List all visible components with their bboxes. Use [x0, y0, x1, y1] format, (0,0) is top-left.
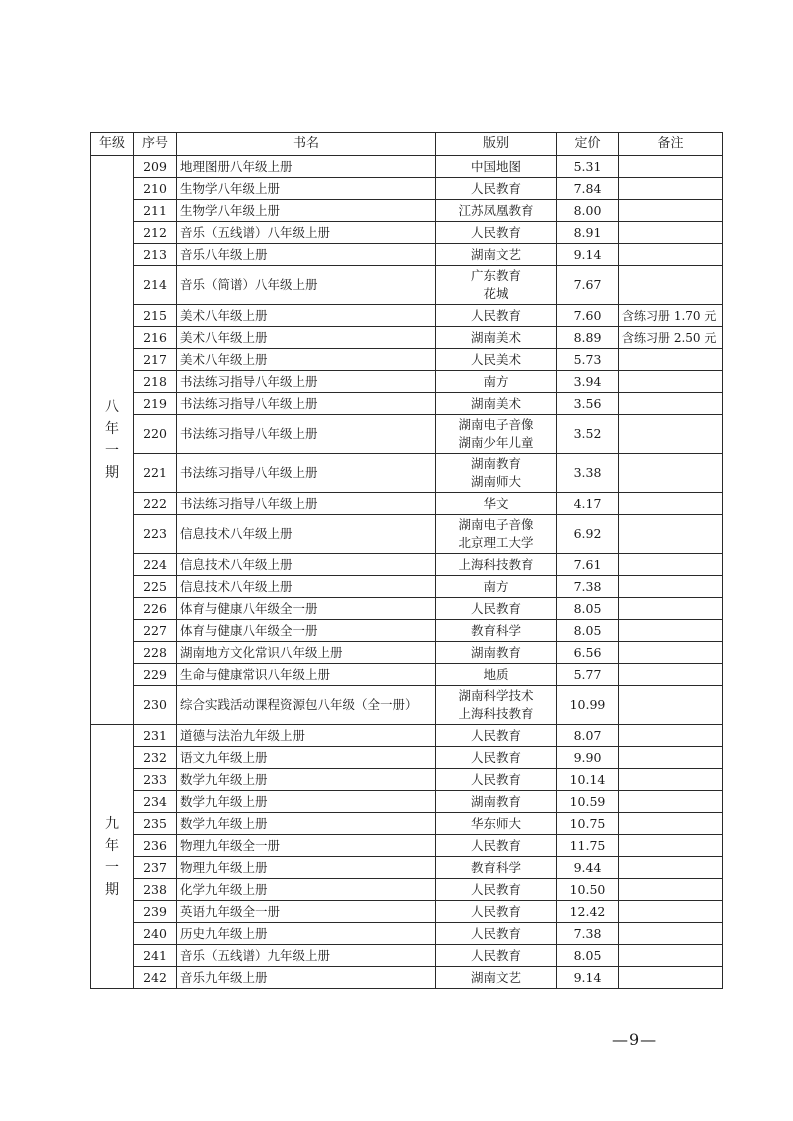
note — [619, 835, 723, 857]
publisher-name: 湖南师大 — [470, 474, 521, 489]
publisher-name: 上海科技教育 — [458, 706, 534, 721]
publisher-name: 华文 — [483, 495, 509, 511]
table-row — [91, 813, 723, 835]
book-title: 综合实践活动课程资源包八年级（全一册） — [177, 686, 436, 725]
row-number: 220 — [134, 415, 177, 454]
table-row — [91, 664, 723, 686]
row-number: 214 — [134, 266, 177, 305]
publisher-name: 人民教育 — [470, 771, 521, 787]
book-title: 道德与法治九年级上册 — [177, 725, 436, 747]
note — [619, 747, 723, 769]
publisher-cell — [436, 515, 557, 554]
table-row — [91, 327, 723, 349]
header-number: 序号 — [134, 133, 177, 156]
note — [619, 642, 723, 664]
price: 8.05 — [557, 598, 619, 620]
price: 7.38 — [557, 576, 619, 598]
note — [619, 493, 723, 515]
row-number: 221 — [134, 454, 177, 493]
table-row — [91, 642, 723, 664]
publisher-cell — [436, 156, 557, 178]
publisher-name: 人民美术 — [470, 351, 521, 367]
publisher-name: 人民教育 — [470, 180, 521, 196]
table-row — [91, 515, 723, 554]
publisher-name: 湖南教育 — [470, 793, 521, 809]
row-number: 238 — [134, 879, 177, 901]
table-row — [91, 156, 723, 178]
price: 10.59 — [557, 791, 619, 813]
header-title: 书名 — [177, 133, 436, 156]
price: 7.60 — [557, 305, 619, 327]
book-title: 化学九年级上册 — [177, 879, 436, 901]
publisher-name: 人民教育 — [470, 600, 521, 616]
publisher-cell — [436, 554, 557, 576]
table-row — [91, 349, 723, 371]
row-number: 240 — [134, 923, 177, 945]
publisher-cell — [436, 327, 557, 349]
book-title: 书法练习指导八年级上册 — [177, 371, 436, 393]
note — [619, 576, 723, 598]
price: 10.75 — [557, 813, 619, 835]
publisher-name: 湖南美术 — [470, 329, 521, 345]
table-header-row — [91, 133, 723, 156]
publisher-name: 华东师大 — [470, 815, 521, 831]
publisher-cell — [436, 415, 557, 454]
publisher-name: 湖南文艺 — [470, 969, 521, 985]
price: 5.31 — [557, 156, 619, 178]
book-title: 生物学八年级上册 — [177, 178, 436, 200]
book-title: 信息技术八年级上册 — [177, 515, 436, 554]
table-row — [91, 945, 723, 967]
book-title: 英语九年级全一册 — [177, 901, 436, 923]
publisher-cell — [436, 945, 557, 967]
book-title: 信息技术八年级上册 — [177, 576, 436, 598]
note — [619, 945, 723, 967]
header-publisher: 版别 — [436, 133, 557, 156]
row-number: 210 — [134, 178, 177, 200]
price: 7.84 — [557, 178, 619, 200]
row-number: 237 — [134, 857, 177, 879]
publisher-cell — [436, 493, 557, 515]
note — [619, 349, 723, 371]
publisher-name: 湖南教育 — [470, 456, 521, 471]
price: 11.75 — [557, 835, 619, 857]
publisher-cell — [436, 967, 557, 989]
table-row — [91, 200, 723, 222]
book-title: 书法练习指导八年级上册 — [177, 493, 436, 515]
grade-label: 九年一期 — [105, 815, 119, 898]
table-row — [91, 415, 723, 454]
publisher-name: 人民教育 — [470, 224, 521, 240]
publisher-name: 教育科学 — [470, 859, 521, 875]
publisher-cell — [436, 598, 557, 620]
header-grade: 年级 — [91, 133, 134, 156]
row-number: 241 — [134, 945, 177, 967]
publisher-cell — [436, 244, 557, 266]
note — [619, 664, 723, 686]
price: 9.14 — [557, 967, 619, 989]
book-title: 湖南地方文化常识八年级上册 — [177, 642, 436, 664]
note — [619, 266, 723, 305]
table-row — [91, 266, 723, 305]
row-number: 224 — [134, 554, 177, 576]
table-row — [91, 576, 723, 598]
note — [619, 813, 723, 835]
row-number: 211 — [134, 200, 177, 222]
table-row — [91, 222, 723, 244]
row-number: 242 — [134, 967, 177, 989]
price: 3.56 — [557, 393, 619, 415]
publisher-cell — [436, 642, 557, 664]
publisher-cell — [436, 222, 557, 244]
price: 10.99 — [557, 686, 619, 725]
price: 10.50 — [557, 879, 619, 901]
note — [619, 222, 723, 244]
book-title: 书法练习指导八年级上册 — [177, 454, 436, 493]
row-number: 236 — [134, 835, 177, 857]
row-number: 232 — [134, 747, 177, 769]
publisher-name: 人民教育 — [470, 307, 521, 323]
table-row — [91, 747, 723, 769]
publisher-name: 湖南科学技术 — [458, 688, 534, 703]
row-number: 216 — [134, 327, 177, 349]
publisher-cell — [436, 791, 557, 813]
publisher-cell — [436, 349, 557, 371]
publisher-cell — [436, 454, 557, 493]
note — [619, 879, 723, 901]
publisher-cell — [436, 664, 557, 686]
note — [619, 244, 723, 266]
textbook-price-table — [90, 132, 723, 989]
table-row — [91, 967, 723, 989]
table-row — [91, 305, 723, 327]
table-row — [91, 178, 723, 200]
book-title: 美术八年级上册 — [177, 349, 436, 371]
row-number: 219 — [134, 393, 177, 415]
table-row — [91, 923, 723, 945]
price: 8.07 — [557, 725, 619, 747]
publisher-name: 地质 — [483, 666, 509, 682]
price: 8.05 — [557, 620, 619, 642]
publisher-cell — [436, 857, 557, 879]
note — [619, 791, 723, 813]
book-title: 数学九年级上册 — [177, 769, 436, 791]
note — [619, 200, 723, 222]
book-title: 语文九年级上册 — [177, 747, 436, 769]
note — [619, 393, 723, 415]
row-number: 227 — [134, 620, 177, 642]
table-row — [91, 769, 723, 791]
row-number: 229 — [134, 664, 177, 686]
price: 3.38 — [557, 454, 619, 493]
book-title: 音乐（五线谱）九年级上册 — [177, 945, 436, 967]
note — [619, 620, 723, 642]
book-title: 生命与健康常识八年级上册 — [177, 664, 436, 686]
book-title: 体育与健康八年级全一册 — [177, 598, 436, 620]
grade-label: 八年一期 — [105, 399, 119, 481]
price: 3.52 — [557, 415, 619, 454]
table-row — [91, 393, 723, 415]
publisher-name: 南方 — [483, 373, 509, 389]
table-row — [91, 791, 723, 813]
row-number: 218 — [134, 371, 177, 393]
book-title: 音乐九年级上册 — [177, 967, 436, 989]
table-row — [91, 598, 723, 620]
price: 5.77 — [557, 664, 619, 686]
price: 5.73 — [557, 349, 619, 371]
price: 4.17 — [557, 493, 619, 515]
table-row — [91, 901, 723, 923]
row-number: 209 — [134, 156, 177, 178]
table-row — [91, 620, 723, 642]
publisher-name: 人民教育 — [470, 837, 521, 853]
book-title: 信息技术八年级上册 — [177, 554, 436, 576]
publisher-name: 湖南电子音像 — [458, 517, 534, 532]
publisher-cell — [436, 725, 557, 747]
book-title: 体育与健康八年级全一册 — [177, 620, 436, 642]
note — [619, 598, 723, 620]
note — [619, 156, 723, 178]
book-title: 书法练习指导八年级上册 — [177, 415, 436, 454]
page-number: —9— — [612, 1030, 658, 1049]
price: 9.90 — [557, 747, 619, 769]
note — [619, 857, 723, 879]
price: 6.56 — [557, 642, 619, 664]
publisher-name: 人民教育 — [470, 727, 521, 743]
table-body — [91, 156, 723, 989]
row-number: 213 — [134, 244, 177, 266]
note — [619, 769, 723, 791]
publisher-cell — [436, 266, 557, 305]
book-title: 物理九年级全一册 — [177, 835, 436, 857]
publisher-cell — [436, 305, 557, 327]
table-row — [91, 725, 723, 747]
price: 8.00 — [557, 200, 619, 222]
grade-cell — [91, 725, 134, 989]
row-number: 215 — [134, 305, 177, 327]
book-title: 生物学八年级上册 — [177, 200, 436, 222]
publisher-cell — [436, 200, 557, 222]
note — [619, 178, 723, 200]
book-title: 音乐八年级上册 — [177, 244, 436, 266]
note — [619, 725, 723, 747]
header-price: 定价 — [557, 133, 619, 156]
price: 10.14 — [557, 769, 619, 791]
publisher-name: 江苏凤凰教育 — [458, 202, 534, 218]
publisher-cell — [436, 747, 557, 769]
price: 9.44 — [557, 857, 619, 879]
row-number: 228 — [134, 642, 177, 664]
publisher-name: 中国地图 — [470, 158, 521, 174]
publisher-name: 教育科学 — [470, 622, 521, 638]
table-row — [91, 879, 723, 901]
note — [619, 371, 723, 393]
publisher-name: 人民教育 — [470, 925, 521, 941]
price: 7.67 — [557, 266, 619, 305]
publisher-name: 湖南电子音像 — [458, 417, 534, 432]
publisher-cell — [436, 371, 557, 393]
publisher-name: 湖南美术 — [470, 395, 521, 411]
table-row — [91, 244, 723, 266]
note — [619, 554, 723, 576]
row-number: 226 — [134, 598, 177, 620]
note: 含练习册 1.70 元 — [619, 305, 723, 327]
publisher-name: 人民教育 — [470, 903, 521, 919]
publisher-cell — [436, 178, 557, 200]
row-number: 234 — [134, 791, 177, 813]
publisher-cell — [436, 879, 557, 901]
book-title: 数学九年级上册 — [177, 791, 436, 813]
row-number: 231 — [134, 725, 177, 747]
book-title: 数学九年级上册 — [177, 813, 436, 835]
row-number: 222 — [134, 493, 177, 515]
publisher-name: 人民教育 — [470, 947, 521, 963]
price: 7.61 — [557, 554, 619, 576]
publisher-cell — [436, 686, 557, 725]
grade-cell — [91, 156, 134, 725]
book-title: 书法练习指导八年级上册 — [177, 393, 436, 415]
note: 含练习册 2.50 元 — [619, 327, 723, 349]
publisher-cell — [436, 901, 557, 923]
price: 12.42 — [557, 901, 619, 923]
note — [619, 923, 723, 945]
publisher-cell — [436, 393, 557, 415]
publisher-name: 湖南教育 — [470, 644, 521, 660]
publisher-cell — [436, 769, 557, 791]
header-note: 备注 — [619, 133, 723, 156]
publisher-name: 北京理工大学 — [458, 535, 534, 550]
publisher-name: 上海科技教育 — [458, 556, 534, 572]
note — [619, 901, 723, 923]
table-row — [91, 554, 723, 576]
publisher-name: 广东教育 — [470, 268, 521, 283]
publisher-cell — [436, 923, 557, 945]
publisher-name: 花城 — [483, 286, 509, 301]
publisher-name: 人民教育 — [470, 749, 521, 765]
table-row — [91, 371, 723, 393]
note — [619, 454, 723, 493]
note — [619, 515, 723, 554]
table-row — [91, 686, 723, 725]
row-number: 212 — [134, 222, 177, 244]
row-number: 235 — [134, 813, 177, 835]
publisher-name: 人民教育 — [470, 881, 521, 897]
note — [619, 967, 723, 989]
price: 8.91 — [557, 222, 619, 244]
publisher-cell — [436, 835, 557, 857]
book-title: 历史九年级上册 — [177, 923, 436, 945]
row-number: 239 — [134, 901, 177, 923]
price: 8.05 — [557, 945, 619, 967]
row-number: 223 — [134, 515, 177, 554]
publisher-name: 湖南文艺 — [470, 246, 521, 262]
book-title: 地理图册八年级上册 — [177, 156, 436, 178]
publisher-cell — [436, 620, 557, 642]
book-title: 音乐（五线谱）八年级上册 — [177, 222, 436, 244]
table-row — [91, 857, 723, 879]
book-title: 美术八年级上册 — [177, 305, 436, 327]
price: 6.92 — [557, 515, 619, 554]
row-number: 217 — [134, 349, 177, 371]
book-title: 美术八年级上册 — [177, 327, 436, 349]
publisher-cell — [436, 576, 557, 598]
price: 8.89 — [557, 327, 619, 349]
price: 9.14 — [557, 244, 619, 266]
price: 7.38 — [557, 923, 619, 945]
row-number: 230 — [134, 686, 177, 725]
note — [619, 415, 723, 454]
row-number: 233 — [134, 769, 177, 791]
price: 3.94 — [557, 371, 619, 393]
table-row — [91, 835, 723, 857]
publisher-name: 南方 — [483, 578, 509, 594]
note — [619, 686, 723, 725]
publisher-cell — [436, 813, 557, 835]
publisher-name: 湖南少年儿童 — [458, 435, 534, 450]
book-title: 物理九年级上册 — [177, 857, 436, 879]
table-row — [91, 454, 723, 493]
table-row — [91, 493, 723, 515]
book-title: 音乐（简谱）八年级上册 — [177, 266, 436, 305]
row-number: 225 — [134, 576, 177, 598]
